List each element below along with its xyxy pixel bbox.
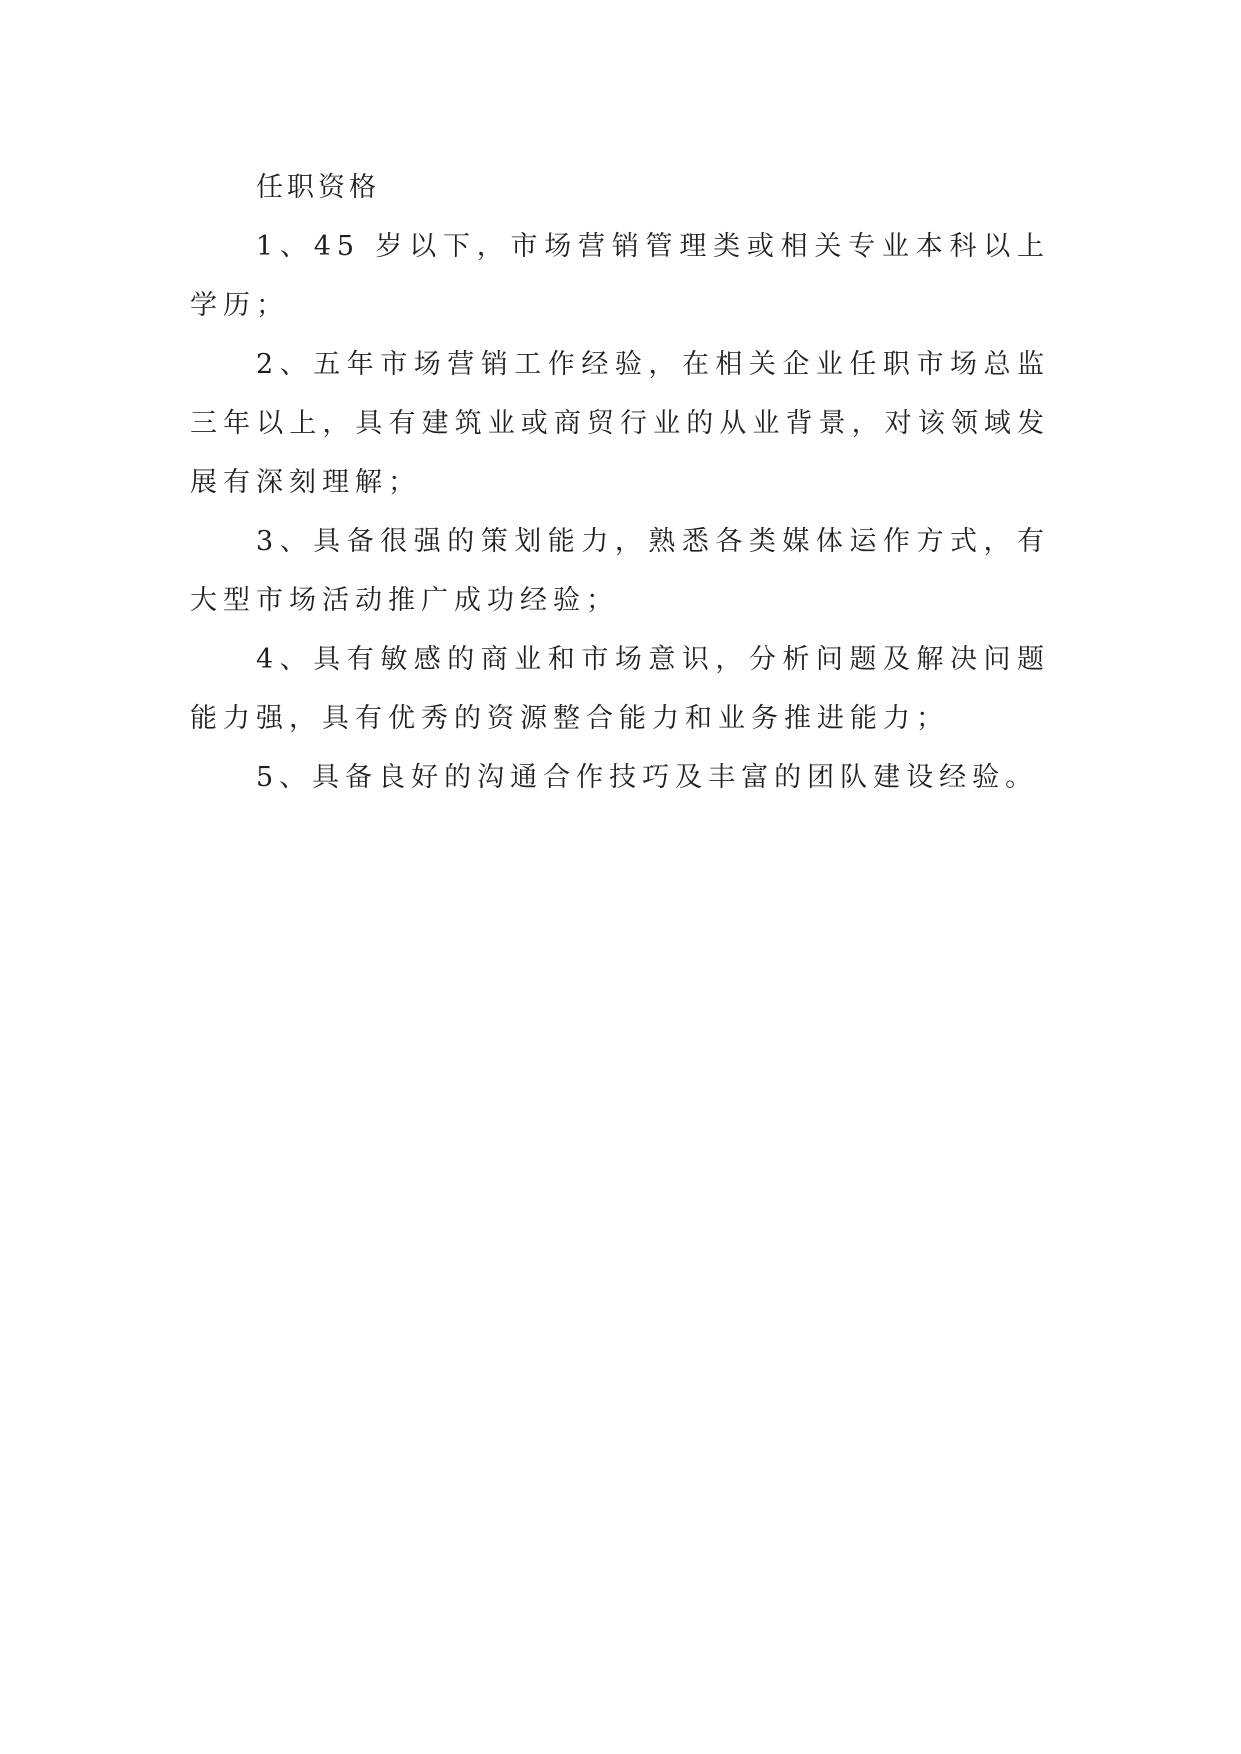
requirement-item-4: 4、具有敏感的商业和市场意识，分析问题及解决问题能力强，具有优秀的资源整合能力和业务推进能力；	[190, 644, 1050, 734]
requirement-item-1: 1、45 岁以下，市场营销管理类或相关专业本科以上学历；	[190, 231, 1050, 321]
requirement-item-3: 3、具备很强的策划能力，熟悉各类媒体运作方式，有大型市场活动推广成功经验；	[190, 526, 1050, 616]
requirement-item-5: 5、具备良好的沟通合作技巧及丰富的团队建设经验。	[256, 762, 1039, 793]
requirement-item-2: 2、五年市场营销工作经验，在相关企业任职市场总监三年以上，具有建筑业或商贸行业的从业背景，对该领域发展有深刻理解；	[190, 349, 1050, 498]
document-body	[190, 158, 1050, 807]
section-heading: 任职资格	[256, 172, 380, 203]
